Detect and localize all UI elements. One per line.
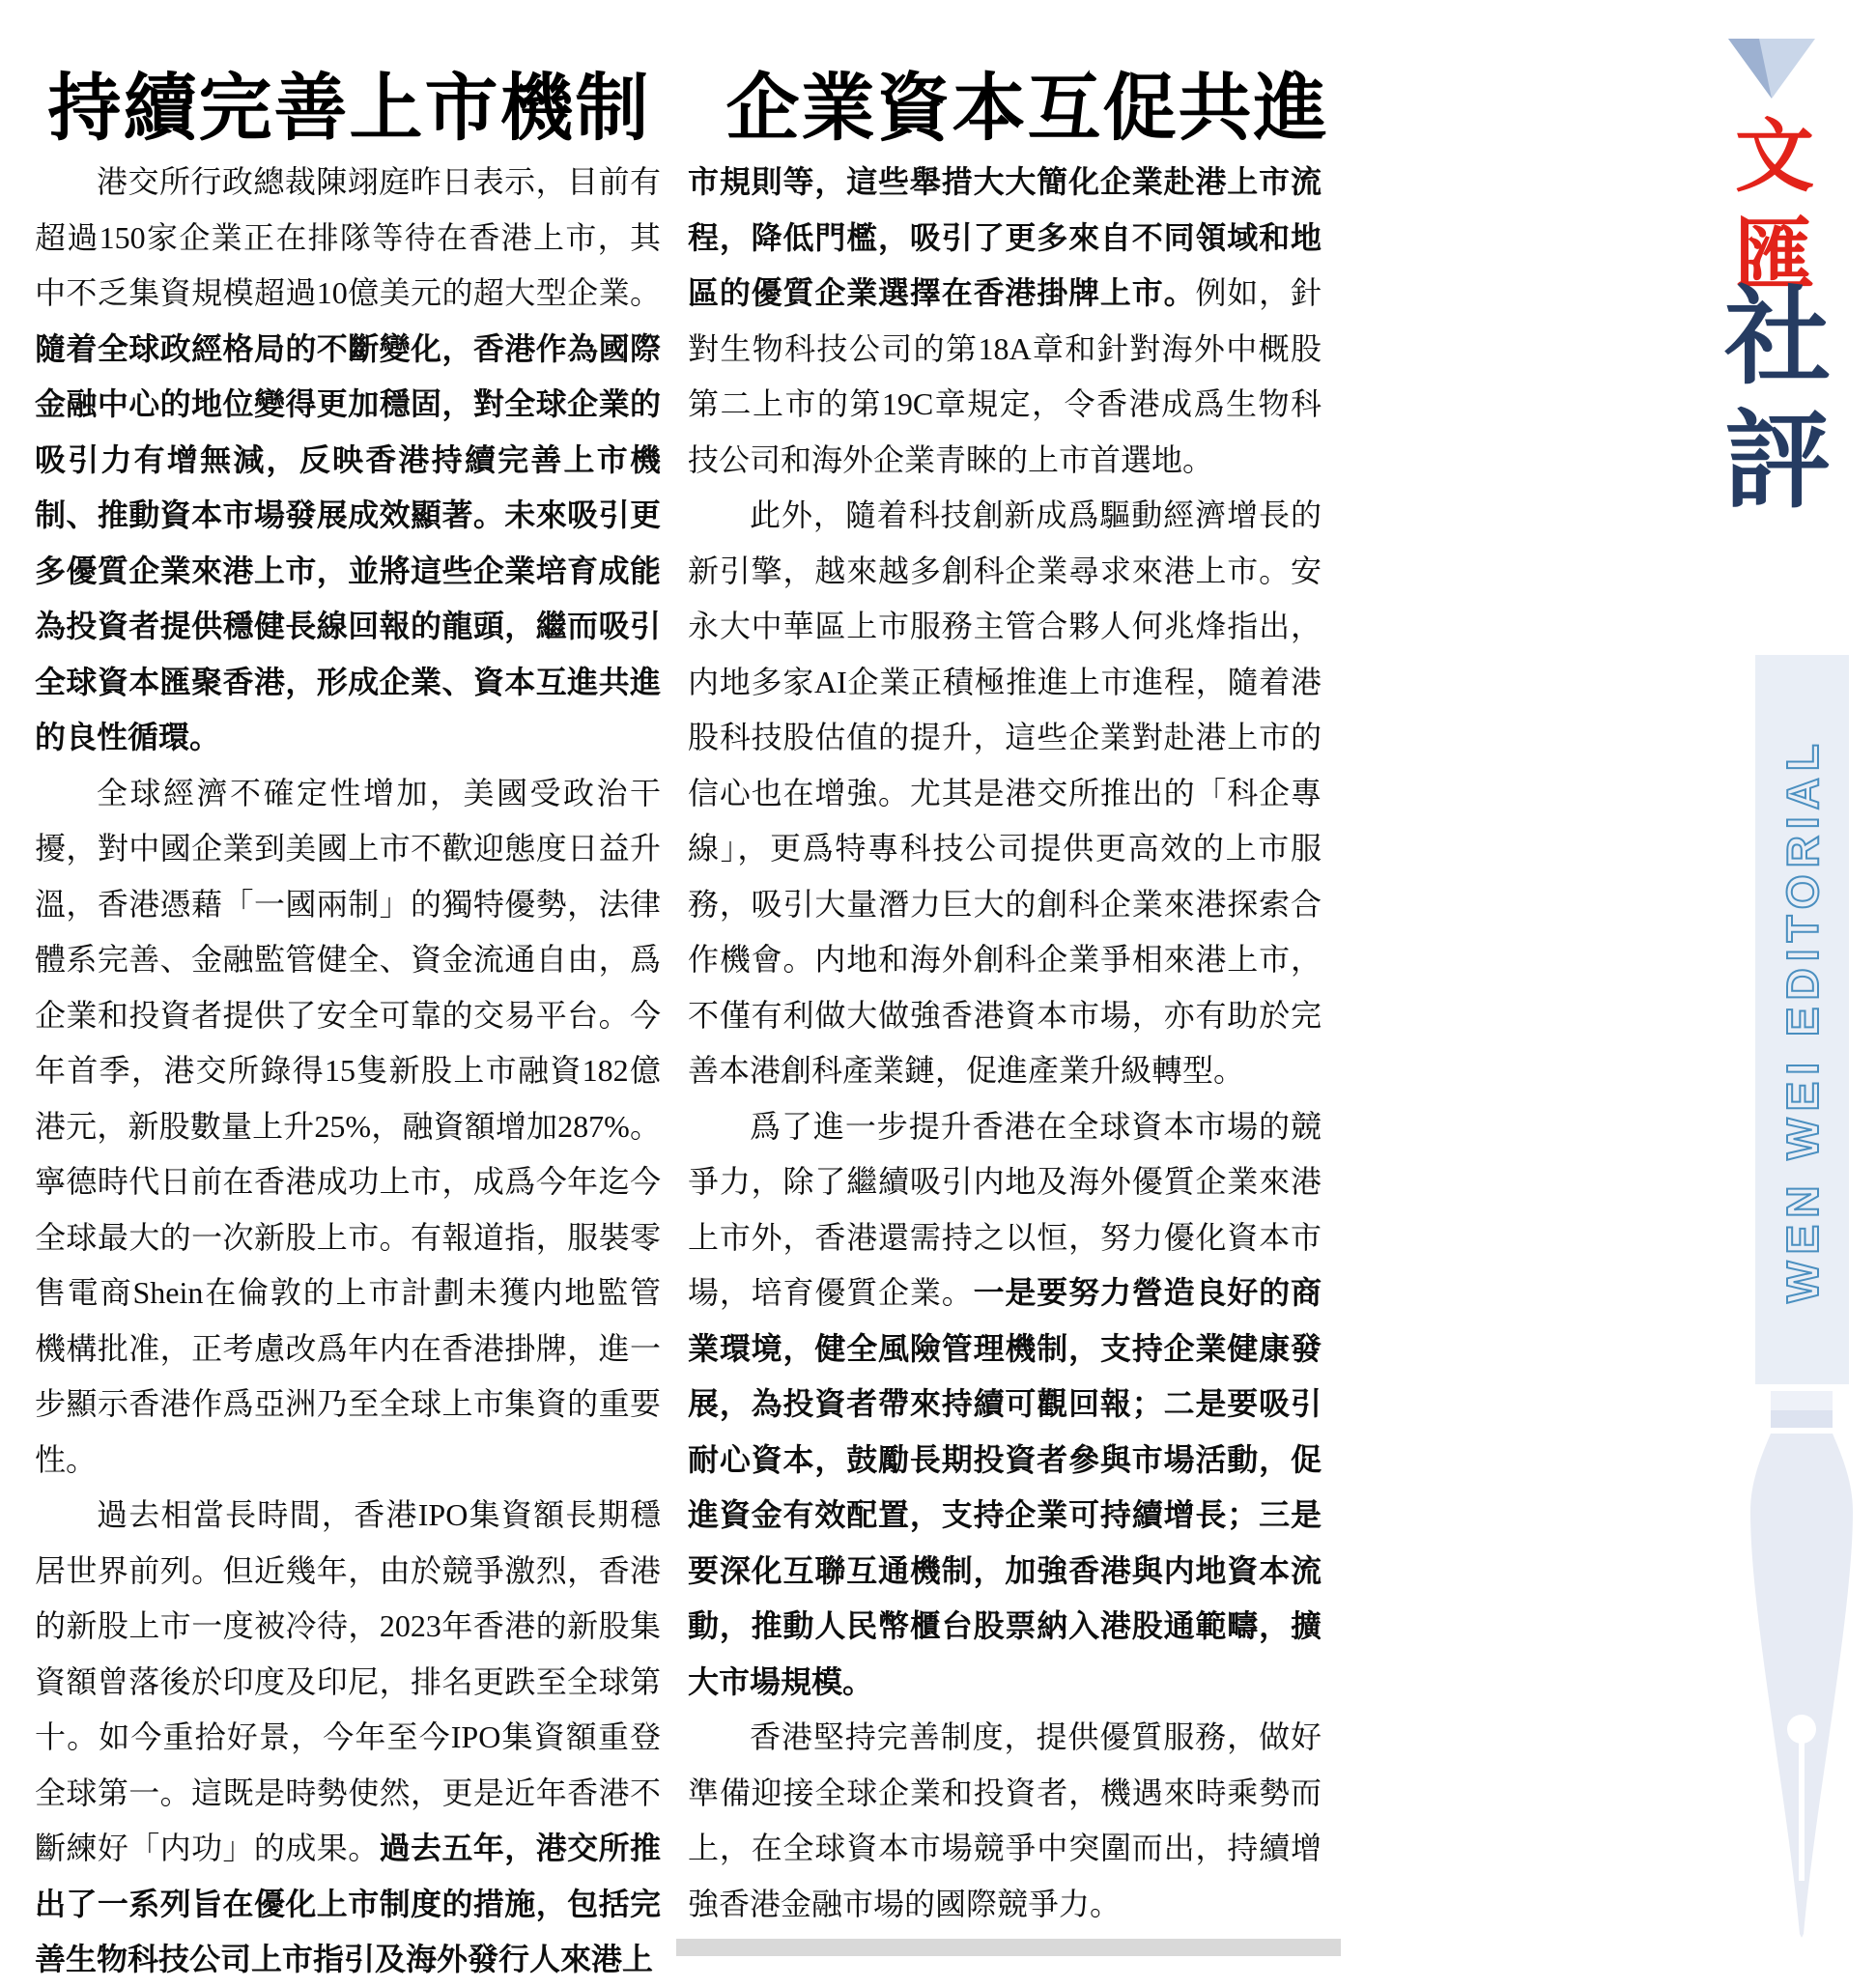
editorial-section-title: 社評 — [1724, 279, 1831, 521]
paragraph — [688, 155, 1322, 488]
text-run-bold: 市規則等，這些舉措大大簡化企業赴港上市流程，降低門檻，吸引了更多來自不同領域和地區的優質企業選擇在香港掛牌上市。 — [688, 164, 1322, 310]
paragraph — [688, 1710, 1322, 1932]
editorial-vertical-label: WEN WEI EDITORIAL — [1777, 736, 1828, 1303]
text-run-bold: 過去五年，港交所推出了一系列旨在優化上市制度的措施，包括完善生物科技公司上市指引及海外發行人來港上 — [35, 1831, 661, 1976]
pen-nib-icon — [1739, 1391, 1864, 1949]
text-run: 過去相當長時間，香港IPO集資額長期穩居世界前列。但近幾年，由於競爭激烈，香港的新股上市一度被冷待，2023年香港的新股集資額曾落後於印度及印尼，排名更跌至全球第十。如今重拾好景，今年至今IPO集資額重登全球第一。這既是時勢使然，更是近年香港不斷練好「内功」的成果。 — [35, 1497, 661, 1865]
wen-wei-brand-logo: 文匯 — [1734, 113, 1814, 299]
editorial-sidebar — [1343, 0, 1876, 1956]
bottom-divider — [676, 1939, 1341, 1956]
text-run: 爲了進一步提升香港在全球資本市場的競爭力，除了繼續吸引内地及海外優質企業來港上市外，香港還需持之以恒，努力優化資本市場，培育優質企業。 — [688, 1108, 1322, 1310]
text-run: 例如，針對生物科技公司的第18A章和針對海外中概股第二上市的第19C章規定，令香港成爲生物科技公司和海外企業青睞的上市首選地。 — [688, 275, 1322, 477]
page-title: 持續完善上市機制 企業資本互促共進 — [47, 68, 1329, 150]
paragraph — [688, 488, 1322, 1099]
paragraph — [35, 155, 661, 766]
text-run-bold: 一是要努力營造良好的商業環境，健全風險管理機制，支持企業健康發展，為投資者帶來持續可觀回報；二是要吸引耐心資本，鼓勵長期投資者參與市場活動，促進資金有效配置，支持企業可持續增長；三是要深化互聯互通機制，加強香港與内地資本流動，推動人民幣櫃台股票納入港股通範疇，擴大市場規模。 — [688, 1275, 1322, 1699]
text-run: 港交所行政總裁陳翊庭昨日表示，目前有超過150家企業正在排隊等待在香港上市，其中不乏集資規模超過10億美元的超大型企業。 — [35, 164, 661, 310]
vertical-label-strip — [1755, 655, 1849, 1384]
paragraph — [35, 766, 661, 1489]
paragraph — [688, 1099, 1322, 1711]
article-column-right — [688, 155, 1322, 1932]
down-triangle-icon — [1728, 39, 1815, 99]
text-run: 香港堅持完善制度，提供優質服務，做好準備迎接全球企業和投資者，機遇來時乘勢而上，在全球資本市場競爭中突圍而出，持續增強香港金融市場的國際競爭力。 — [688, 1719, 1322, 1921]
paragraph — [35, 1488, 661, 1988]
article-column-left — [35, 155, 661, 1988]
text-run-bold: 隨着全球政經格局的不斷變化，香港作為國際金融中心的地位變得更加穩固，對全球企業的吸引力有增無減，反映香港持續完善上市機制、推動資本市場發展成效顯著。未來吸引更多優質企業來港上市，並將這些企業培育成能為投資者提供穩健長線回報的龍頭，繼而吸引全球資本匯聚香港，形成企業、資本互進共進的良性循環。 — [35, 330, 661, 754]
text-run: 此外，隨着科技創新成爲驅動經濟增長的新引擎，越來越多創科企業尋求來港上市。安永大中華區上市服務主管合夥人何兆烽指出，内地多家AI企業正積極推進上市進程，隨着港股科技股估值的提升，這些企業對赴港上市的信心也在增強。尤其是港交所推出的「科企專線」，更爲特專科技公司提供更高效的上市服務，吸引大量潛力巨大的創科企業來港探索合作機會。内地和海外創科企業爭相來港上市，不僅有利做大做強香港資本市場，亦有助於完善本港創科產業鏈，促進產業升級轉型。 — [688, 497, 1322, 1088]
text-run: 全球經濟不確定性增加，美國受政治干擾，對中國企業到美國上市不歡迎態度日益升溫，香港憑藉「一國兩制」的獨特優勢，法律體系完善、金融監管健全、資金流通自由，爲企業和投資者提供了安全可靠的交易平台。今年首季，港交所錄得15隻新股上市融資182億港元，新股數量上升25%，融資額增加287%。寧德時代日前在香港成功上市，成爲今年迄今全球最大的一次新股上市。有報道指，服裝零售電商Shein在倫敦的上市計劃未獲内地監管機構批准，正考慮改爲年内在香港掛牌，進一步顯示香港作爲亞洲乃至全球上市集資的重要性。 — [35, 775, 661, 1477]
